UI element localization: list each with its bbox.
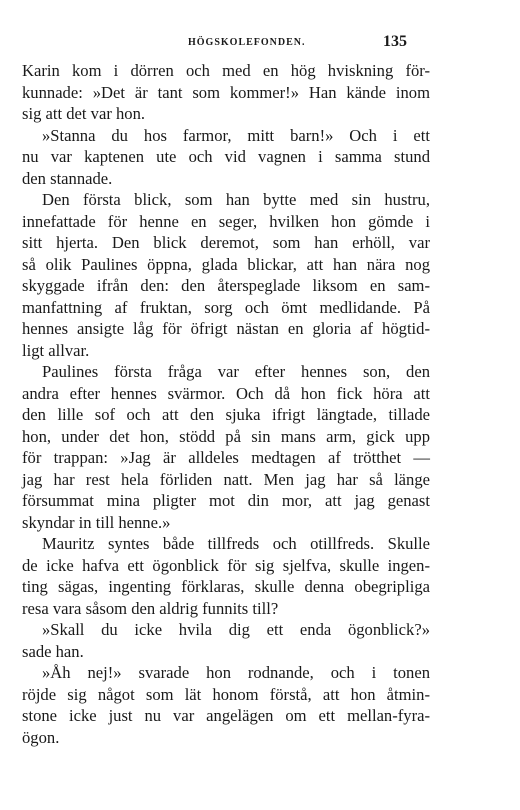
text-line: för trappan: »Jag är alldeles medtagen af trötthet — (22, 448, 430, 467)
text-line: jag har rest hela förliden natt. Men jag har så länge (22, 469, 430, 489)
text-line: ligt allvar. (22, 340, 90, 360)
text-line: den lille sof och att den sjuka ifrigt längtade, tillade (22, 405, 430, 424)
text-line: nu var kaptenen ute och vid vagnen i samma stund (22, 147, 430, 166)
text-line: röjde sig något som lät honom förstå, att hon åtmin- (22, 684, 430, 704)
text-line: Paulines första fråga var efter hennes son, den (42, 362, 430, 381)
text-line: Mauritz syntes både tillfreds och otillfreds. Skulle (42, 534, 430, 553)
text-line: »Skall du icke hvila dig ett enda ögonblick?» (42, 620, 430, 639)
body-text (22, 60, 430, 748)
running-title: HÖGSKOLEFONDEN. (188, 37, 306, 48)
text-line: sitt hjerta. Den blick deremot, som han erhöll, var (22, 233, 430, 252)
text-line: Karin kom i dörren och med en hög hviskning för- (22, 61, 430, 80)
page-number: 135 (383, 33, 407, 50)
text-line: ögon. (22, 727, 60, 747)
text-line: skyndar in till henne.» (22, 512, 171, 532)
text-line: hon, under det hon, stödd på sin mans arm, gick upp (22, 426, 430, 446)
text-line: sig att det var hon. (22, 104, 146, 123)
running-head (0, 33, 520, 56)
text-line: manfattning af fruktan, sorg och ömt medlidande. På (22, 297, 430, 317)
text-line: försummat mina pligter mot din mor, att jag genast (22, 491, 430, 510)
text-line: de icke hafva ett ögonblick för sig sjelfva, skulle ingen- (22, 555, 430, 575)
text-line: stone icke just nu var angelägen om ett mellan-fyra- (22, 706, 430, 725)
text-line: resa vara såsom den aldrig funnits till? (22, 598, 279, 618)
text-line: så olik Paulines öppna, glada blickar, att han nära nog (22, 254, 430, 274)
text-line: »Åh nej!» svarade hon rodnande, och i tonen (42, 663, 430, 682)
text-line: innefattade för henne en seger, hvilken hon gömde i (22, 211, 430, 231)
text-line: hennes ansigte låg för öfrigt nästan en gloria af högtid- (22, 319, 430, 338)
text-line: andra efter hennes svärmor. Och då hon fick höra att (22, 383, 430, 403)
text-line: kunnade: »Det är tant som kommer!» Han kände inom (22, 82, 430, 102)
text-line: sade han. (22, 641, 84, 661)
text-line: skyggade ifrån den: den återspeglade liksom en sam- (22, 276, 430, 295)
text-line: »Stanna du hos farmor, mitt barn!» Och i ett (42, 125, 430, 145)
text-line: Den första blick, som han bytte med sin hustru, (42, 190, 430, 209)
text-line: den stannade. (22, 168, 113, 188)
text-line: ting sägas, ingenting förklaras, skulle denna obegripliga (22, 577, 430, 596)
